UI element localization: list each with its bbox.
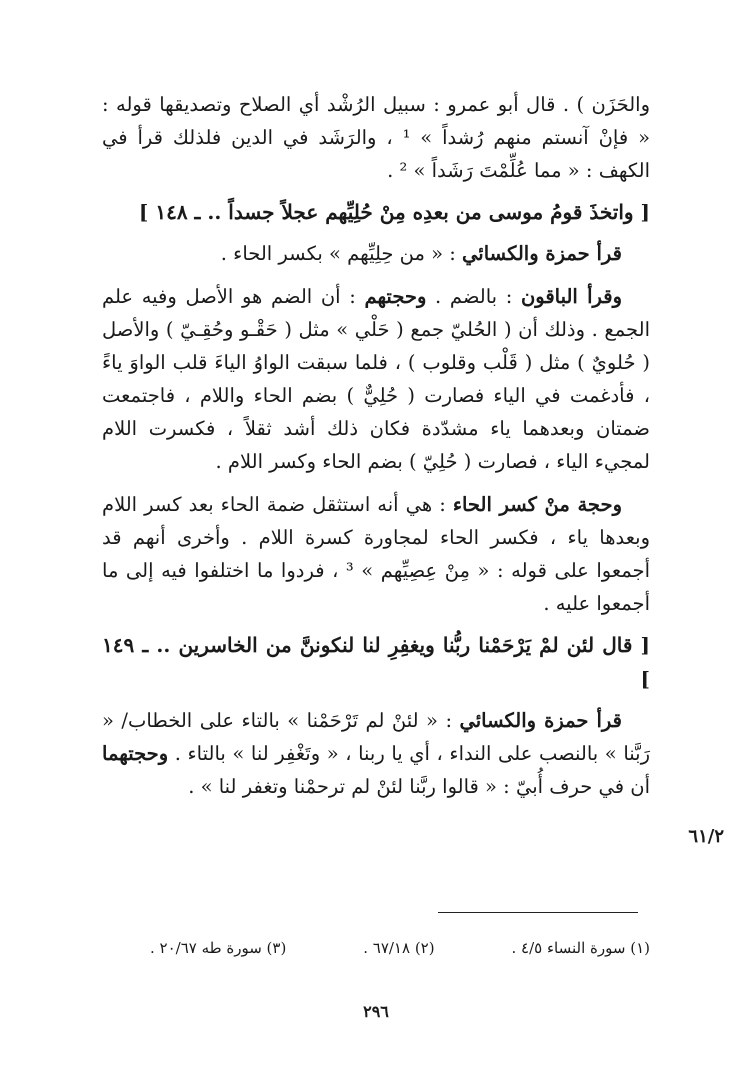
footnote-3: (٣) سورة طه ٢٠/٦٧ . [150,939,287,957]
paragraph-4 [102,488,650,620]
paragraph-3-text: : أن الضم هو الأصل وفيه علم الجمع . وذلك أن ( الحُليّ جمع ( حَلْي » مثل ( حَقْـو وحُقِـيّ ) والأصل ( حُلويٌ ) مثل ( قَلْب وقلوب ) ، فلما سبقت الواوُ الياءَ قلب الواوَ ياءً ، فأدغمت في الياء فصارت ( حُلِيٌّ ) بضم الحاء واللام ، فاجتمعت ضمتان وبعدهما ياء مشدّدة فكان ذلك أشد ثقلاً ، فكسرت اللام لمجيء الياء ، فصارت ( حُلِيّ ) بضم الحاء وكسر اللام . [102,285,650,473]
verse-149: [ قال لئن لمْ يَرْحَمْنا ربُّنا ويغفِرِ لنا لنكوننَّ من الخاسرين .. ـ ١٤٩ ] [102,633,650,691]
paragraph-4-text: : هي أنه استثقل ضمة الحاء بعد كسر اللام وبعدها ياء ، فكسر الحاء لمجاورة كسرة اللام . وأخرى أنهم قد أجمعوا على قوله : « مِنْ عِصِيِّهم » ³ ، فردوا ما اختلفوا فيه إلى ما أجمعوا عليه . [102,493,650,615]
paragraph-3 [102,280,650,478]
margin-reference: ٦١/٢ [688,826,724,847]
paragraph-5 [102,704,650,803]
paragraph-5-tail: أن في حرف أُبيّ : « قالوا ربَّنا لئنْ لم ترحمْنا وتغفر لنا » . [188,775,650,798]
verse-148: [ واتخذَ قومُ موسى من بعدِه مِنْ حُلِيِّهم عجلاً جسداً .. ـ ١٤٨ ] [138,200,650,224]
argument-label: وحجتهم [364,285,427,308]
paragraph-2 [102,237,650,270]
page-number: ٢٩٦ [363,1002,389,1021]
argument-label-2: وحجة منْ كسر الحاء [452,493,622,516]
paragraph-3-mid: : بالضم . [426,285,521,308]
argument-label-3: وحجتهما [102,742,169,765]
reader-label-2: قرأ حمزة والكسائي [459,709,622,732]
footnote-2: (٢) ٦٧/١٨ . [363,939,435,957]
footnote-divider [438,912,638,913]
readers-rest-label: وقرأ الباقون [520,285,623,308]
paragraph-1: والحَزَن ) . قال أبو عمرو : سبيل الرُشْد أي الصلاح وتصديقها قوله : « فإنْ آنستم منهم رُشداً » ¹ ، والرَشَد في الدين فلذلك قرأ في الكهف : « مما عُلِّمْتَ رَشَداً » ² . [102,93,650,182]
footnotes [150,936,650,960]
footnote-1: (١) سورة النساء ٤/٥ . [511,939,650,957]
main-text-column [102,88,650,803]
reader-label: قرأ حمزة والكسائي [462,242,622,265]
paragraph-5-text: : « لئنْ لم تَرْحَمْنا » بالتاء على الخطاب/ « رَبَّنا » بالنصب على النداء ، أي يا ربنا ، « وتَغْفِر لنا » بالتاء . [102,709,650,765]
paragraph-2-text: : « من حِلِيِّهم » بكسر الحاء . [220,242,463,265]
